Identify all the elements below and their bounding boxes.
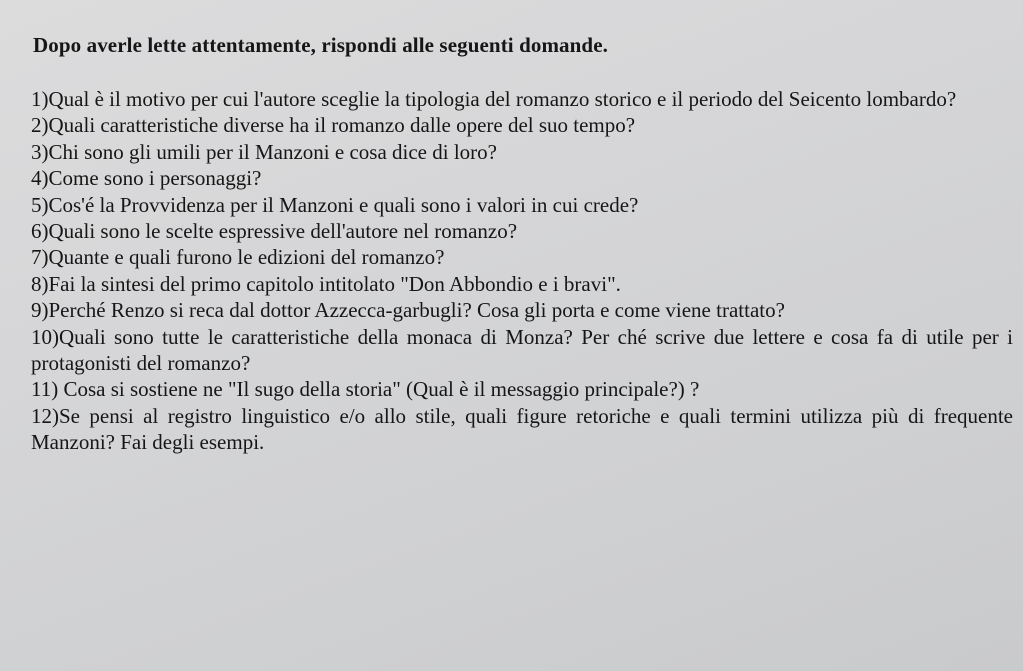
question-item-1: 1)Qual è il motivo per cui l'autore sceglie la tipologia del romanzo storico e il periodo del Seicento lombardo? [31, 87, 957, 111]
question-item-12: 12)Se pensi al registro linguistico e/o allo stile, quali figure retoriche e quali termini utilizza più di frequente Manzoni? Fai degli esempi. [31, 403, 1013, 455]
question-item-5: 5)Cos'é la Provvidenza per il Manzoni e quali sono i valori in cui crede? [31, 192, 639, 217]
page-title: Dopo averle lette attentamente, rispondi alle seguenti domande. [33, 33, 608, 57]
question-list [31, 86, 1013, 456]
question-item-6: 6)Quali sono le scelte espressive dell'autore nel romanzo? [31, 219, 518, 244]
question-item-2: 2)Quali caratteristiche diverse ha il romanzo dalle opere del suo tempo? [31, 113, 636, 138]
question-item-11: 11) Cosa si sostiene ne "Il sugo della storia" (Qual è il messaggio principale?) ? [31, 377, 700, 402]
question-item-9: 9)Perché Renzo si reca dal dottor Azzecca-garbugli? Cosa gli porta e come viene trattato? [31, 298, 785, 323]
question-item-7: 7)Quante e quali furono le edizioni del romanzo? [31, 245, 445, 270]
question-item-4: 4)Come sono i personaggi? [31, 166, 262, 191]
question-item-3: 3)Chi sono gli umili per il Manzoni e cosa dice di loro? [31, 139, 497, 164]
question-item-10: 10)Quali sono tutte le caratteristiche della monaca di Monza? Per ché scrive due lettere e cosa fa di utile per i protagonisti del romanzo? [31, 324, 1013, 376]
question-item-8: 8)Fai la sintesi del primo capitolo intitolato "Don Abbondio e i bravi". [31, 271, 621, 296]
